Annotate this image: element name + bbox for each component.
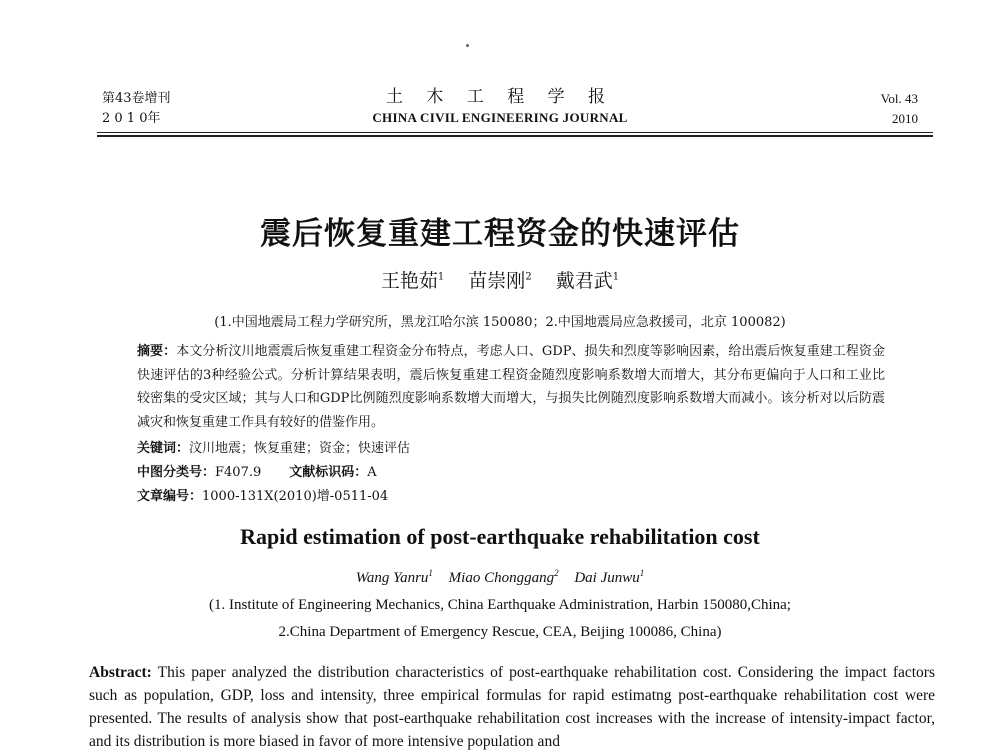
clc-label: 中图分类号： [137, 465, 216, 480]
header-rule-thin [97, 132, 933, 133]
keywords-cn-text: 汶川地震；恢复重建；资金；快速评估 [189, 441, 411, 456]
abstract-cn [137, 340, 885, 434]
year-en: 2010 [892, 111, 918, 126]
author-name: 苗崇刚 [468, 270, 526, 292]
header-rule-thick [97, 135, 933, 137]
article-no-value: 1000-131X(2010)增-0511-04 [202, 489, 389, 504]
author-mark: 1 [437, 271, 445, 283]
classification-line [137, 463, 377, 483]
author-cn [468, 270, 531, 292]
author-name: 戴君武 [555, 270, 613, 292]
doc-code-value: A [367, 465, 377, 480]
affiliation-en-1: (1. Institute of Engineering Mechanics, China Earthquake Administration, Harbin 150080,China; [209, 597, 791, 613]
author-en [449, 570, 559, 586]
title-cn: 震后恢复重建工程资金的快速评估 [260, 216, 740, 252]
abstract-cn-text: 本文分析汶川地震震后恢复重建工程资金分布特点，考虑人口、GDP、损失和烈度等影响因素，给出震后恢复重建工程资金快速评估的3种经验公式。分析计算结果表明，震后恢复重建工程资金随烈度影响系数增大而增大，其分布更偏向于人口和工业比较密集的受灾区域；其与人口和GDP比例随烈度影响系数增大而增大，与损失比例随烈度影响系数增大而减小。该分析对以后防震减灾和恢复重建工作具有较好的借鉴作用。 [137, 344, 885, 430]
abstract-en-label: Abstract: [89, 664, 152, 681]
author-mark: 1 [639, 568, 645, 578]
author-name: Wang Yanru [355, 570, 429, 586]
author-cn [381, 270, 444, 292]
author-mark: 2 [554, 568, 559, 578]
abstract-en-text: This paper analyzed the distribution characteristics of post-earthquake rehabilitation cost. Considering the impact factors such as population, GDP, loss and intensity, three empirical formulas for rapid estimatng post-earthquake rehabilitation cost were presented. The results of analysis show that post-earthquake rehabilitation cost increases with the increase of intensity-impact factor, and its distribution is more biased in favor of more intensive population and [89, 664, 935, 750]
author-mark: 1 [428, 568, 433, 578]
doc-code-label: 文献标识码： [289, 465, 368, 480]
article-no-label: 文章编号： [137, 489, 203, 504]
author-mark: 2 [525, 271, 532, 283]
authors-en [0, 568, 1000, 587]
volume-en: Vol. 43 [880, 91, 918, 106]
article-number-line [137, 487, 388, 507]
scan-dot [466, 44, 469, 47]
author-name: 王艳茹 [380, 270, 438, 292]
abstract-en [89, 661, 935, 753]
author-name: Dai Junwu [574, 570, 640, 586]
author-mark: 1 [612, 271, 620, 283]
author-en [574, 570, 644, 586]
affiliation-cn: (1.中国地震局工程力学研究所，黑龙江哈尔滨 150080；2.中国地震局应急救援司，北京 100082) [214, 315, 786, 330]
issue-cn: 第43卷增刊 [102, 91, 171, 106]
author-name: Miao Chonggang [448, 570, 555, 586]
authors-cn [0, 266, 1000, 293]
header-journal [0, 86, 1000, 128]
keywords-cn [137, 439, 410, 459]
abstract-cn-label: 摘要： [137, 344, 177, 359]
title-en: Rapid estimation of post-earthquake rehabilitation cost [240, 524, 760, 549]
header-volume [881, 89, 918, 129]
author-en [356, 570, 433, 586]
journal-name-en: CHINA CIVIL ENGINEERING JOURNAL [372, 110, 628, 125]
author-cn [556, 270, 619, 292]
affiliation-en-2: 2.China Department of Emergency Rescue, CEA, Beijing 100086, China) [278, 624, 722, 640]
clc-value: F407.9 [215, 465, 262, 480]
year-cn: 2 0 1 0年 [102, 111, 161, 126]
keywords-cn-label: 关键词： [137, 441, 190, 456]
journal-name-cn: 土 木 工 程 学 报 [385, 87, 615, 107]
